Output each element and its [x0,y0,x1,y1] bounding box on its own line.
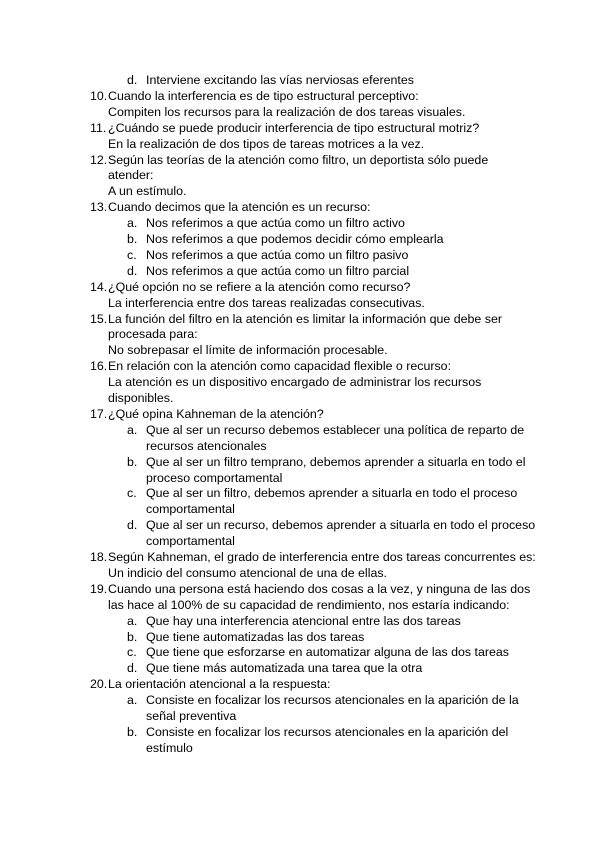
option-text: Que al ser un recurso debemos establecer una política de reparto de [146,422,525,437]
option-letter: b. [127,724,138,739]
question-number: 16. [90,359,108,374]
option-letter: a. [127,216,138,231]
question-text: La orientación atencional a la respuesta: [108,677,331,692]
question-text: Según las teorías de la atención como filtro, un deportista sólo puede [108,152,489,167]
question-text: ¿Qué opina Kahneman de la atención? [108,406,324,421]
question-number: 18. [90,550,108,564]
option-text: proceso comportamental [146,470,283,485]
answer-text: Un indicio del consumo atencional de una de ellas. [108,565,387,580]
option-letter: d. [127,263,138,278]
option-text: comportamental [146,502,235,517]
question-number: 20. [90,677,108,692]
question-number: 10. [90,88,108,103]
option-letter: a. [127,422,138,437]
option-letter: d. [127,661,138,676]
option-letter: d. [127,73,138,87]
option-letter: a. [127,693,138,708]
option-letter: b. [127,454,138,469]
question-text: ¿Cuándo se puede producir interferencia de tipo estructural motriz? [108,120,480,135]
question-text: atender: [108,168,154,183]
question-text: Cuando una persona está haciendo dos cosas a la vez, y ninguna de las dos [108,581,531,596]
option-letter: d. [127,518,138,533]
question-number: 17. [90,406,108,421]
question-text: La función del filtro en la atención es limitar la información que debe ser [108,311,502,326]
question-number: 13. [90,200,108,215]
answer-text: Compiten los recursos para la realización de dos tareas visuales. [108,104,466,119]
option-text: Consiste en focalizar los recursos atencionales en la aparición del [146,724,509,739]
option-text: Nos referimos a que actúa como un filtro activo [146,216,405,231]
question-text: En relación con la atención como capacidad flexible o recurso: [108,359,452,374]
option-letter: c. [127,486,137,501]
question-text: las hace al 100% de su capacidad de rendimiento, nos estaría indicando: [108,597,510,612]
option-text: Que hay una interferencia atencional entre las dos tareas [146,613,461,628]
option-letter: a. [127,613,138,628]
option-text: Que al ser un recurso, debemos aprender a situarla en todo el proceso [146,518,536,533]
question-text: ¿Qué opción no se refiere a la atención como recurso? [108,279,411,294]
question-text: procesada para: [108,327,198,342]
question-number: 14. [90,279,108,294]
option-letter: b. [127,232,138,246]
option-text: recursos atencionales [146,438,267,453]
answer-text: disponibles. [108,391,174,405]
option-text: señal preventiva [146,709,237,723]
question-text: Cuando la interferencia es de tipo estructural perceptivo: [108,88,419,103]
option-text: Nos referimos a que podemos decidir cómo emplearla [146,232,444,246]
question-number: 15. [90,311,108,326]
answer-text: La atención es un dispositivo encargado de administrar los recursos [108,375,482,390]
question-number: 12. [90,152,108,167]
answer-text: La interferencia entre dos tareas realizadas consecutivas. [108,295,425,310]
question-number: 19. [90,581,108,596]
option-text: Consiste en focalizar los recursos atencionales en la aparición de la [146,693,519,708]
option-text: Interviene excitando las vías nerviosas eferentes [146,73,414,87]
question-number: 11. [90,120,107,135]
answer-text: No sobrepasar el límite de información procesable. [108,343,388,358]
option-letter: c. [127,247,137,262]
answer-text: En la realización de dos tipos de tareas motrices a la vez. [108,136,425,151]
option-text: Nos referimos a que actúa como un filtro parcial [146,263,410,278]
question-text: Cuando decimos que la atención es un recurso: [108,200,371,215]
option-text: Que al ser un filtro temprano, debemos aprender a situarla en todo el [146,454,526,469]
option-letter: b. [127,629,138,644]
option-text: comportamental [146,534,235,549]
option-text: Que tiene más automatizada una tarea que la otra [146,661,423,676]
option-text: Que tiene automatizadas las dos tareas [146,629,365,644]
option-text: estímulo [146,740,193,755]
option-text: Nos referimos a que actúa como un filtro pasivo [146,247,409,262]
option-text: Que al ser un filtro, debemos aprender a situarla en todo el proceso [146,486,518,501]
option-text: Que tiene que esforzarse en automatizar alguna de las dos tareas [146,645,509,660]
option-letter: c. [127,645,137,660]
question-text: Según Kahneman, el grado de interferencia entre dos tareas concurrentes es: [108,550,536,564]
answer-text: A un estímulo. [108,184,187,199]
